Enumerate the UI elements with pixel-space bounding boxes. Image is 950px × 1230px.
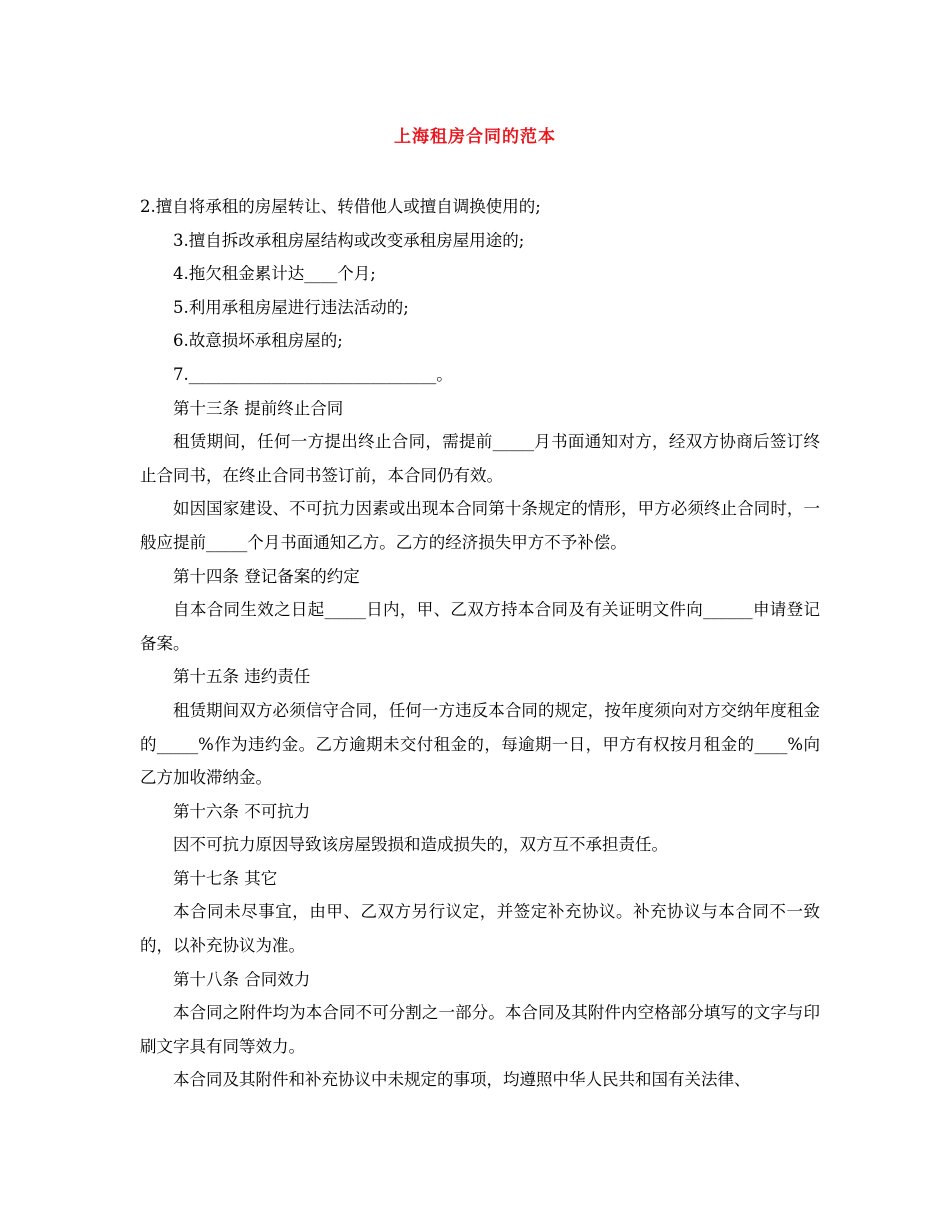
paragraph: 如因国家建设、不可抗力因素或出现本合同第十条规定的情形，甲方必须终止合同时，一般应提前_____个月书面通知乙方。乙方的经济损失甲方不予补偿。 <box>140 499 820 552</box>
document-body <box>140 190 820 1097</box>
paragraph: 第十六条 不可抗力 <box>173 801 311 821</box>
paragraph: 第十四条 登记备案的约定 <box>173 566 360 586</box>
paragraph: 租赁期间双方必须信守合同，任何一方违反本合同的规定，按年度须向对方交纳年度租金的_____%作为违约金。乙方逾期未交付租金的，每逾期一日，甲方有权按月租金的____%向乙方加收滞纳金。 <box>140 700 820 788</box>
paragraph: 自本合同生效之日起_____日内，甲、乙双方持本合同及有关证明文件向______申请登记备案。 <box>140 600 820 653</box>
paragraph: 租赁期间，任何一方提出终止合同，需提前_____月书面通知对方，经双方协商后签订终止合同书，在终止合同书签订前，本合同仍有效。 <box>140 432 820 485</box>
paragraph: 第十八条 合同效力 <box>173 969 311 989</box>
document-title: 上海租房合同的范本 <box>394 127 556 147</box>
paragraph: 5.利用承租房屋进行违法活动的; <box>173 297 409 317</box>
paragraph: 本合同之附件均为本合同不可分割之一部分。本合同及其附件内空格部分填写的文字与印刷文字具有同等效力。 <box>140 1003 820 1056</box>
paragraph: 7.______________________________。 <box>173 364 453 384</box>
paragraph: 2.擅自将承租的房屋转让、转借他人或擅自调换使用的; <box>140 197 541 216</box>
paragraph: 6.故意损坏承租房屋的; <box>173 331 343 351</box>
paragraph: 第十三条 提前终止合同 <box>173 398 344 418</box>
paragraph: 第十七条 其它 <box>173 868 278 888</box>
paragraph: 本合同未尽事宜，由甲、乙双方另行议定，并签定补充协议。补充协议与本合同不一致的，以补充协议为准。 <box>140 902 820 956</box>
paragraph: 3.擅自拆改承租房屋结构或改变承租房屋用途的; <box>173 230 525 250</box>
paragraph: 4.拖欠租金累计达____个月; <box>173 264 376 284</box>
paragraph: 因不可抗力原因导致该房屋毁损和造成损失的，双方互不承担责任。 <box>173 835 668 855</box>
paragraph: 第十五条 违约责任 <box>173 667 311 687</box>
paragraph: 本合同及其附件和补充协议中未规定的事项，均遵照中华人民共和国有关法律、 <box>173 1070 751 1090</box>
